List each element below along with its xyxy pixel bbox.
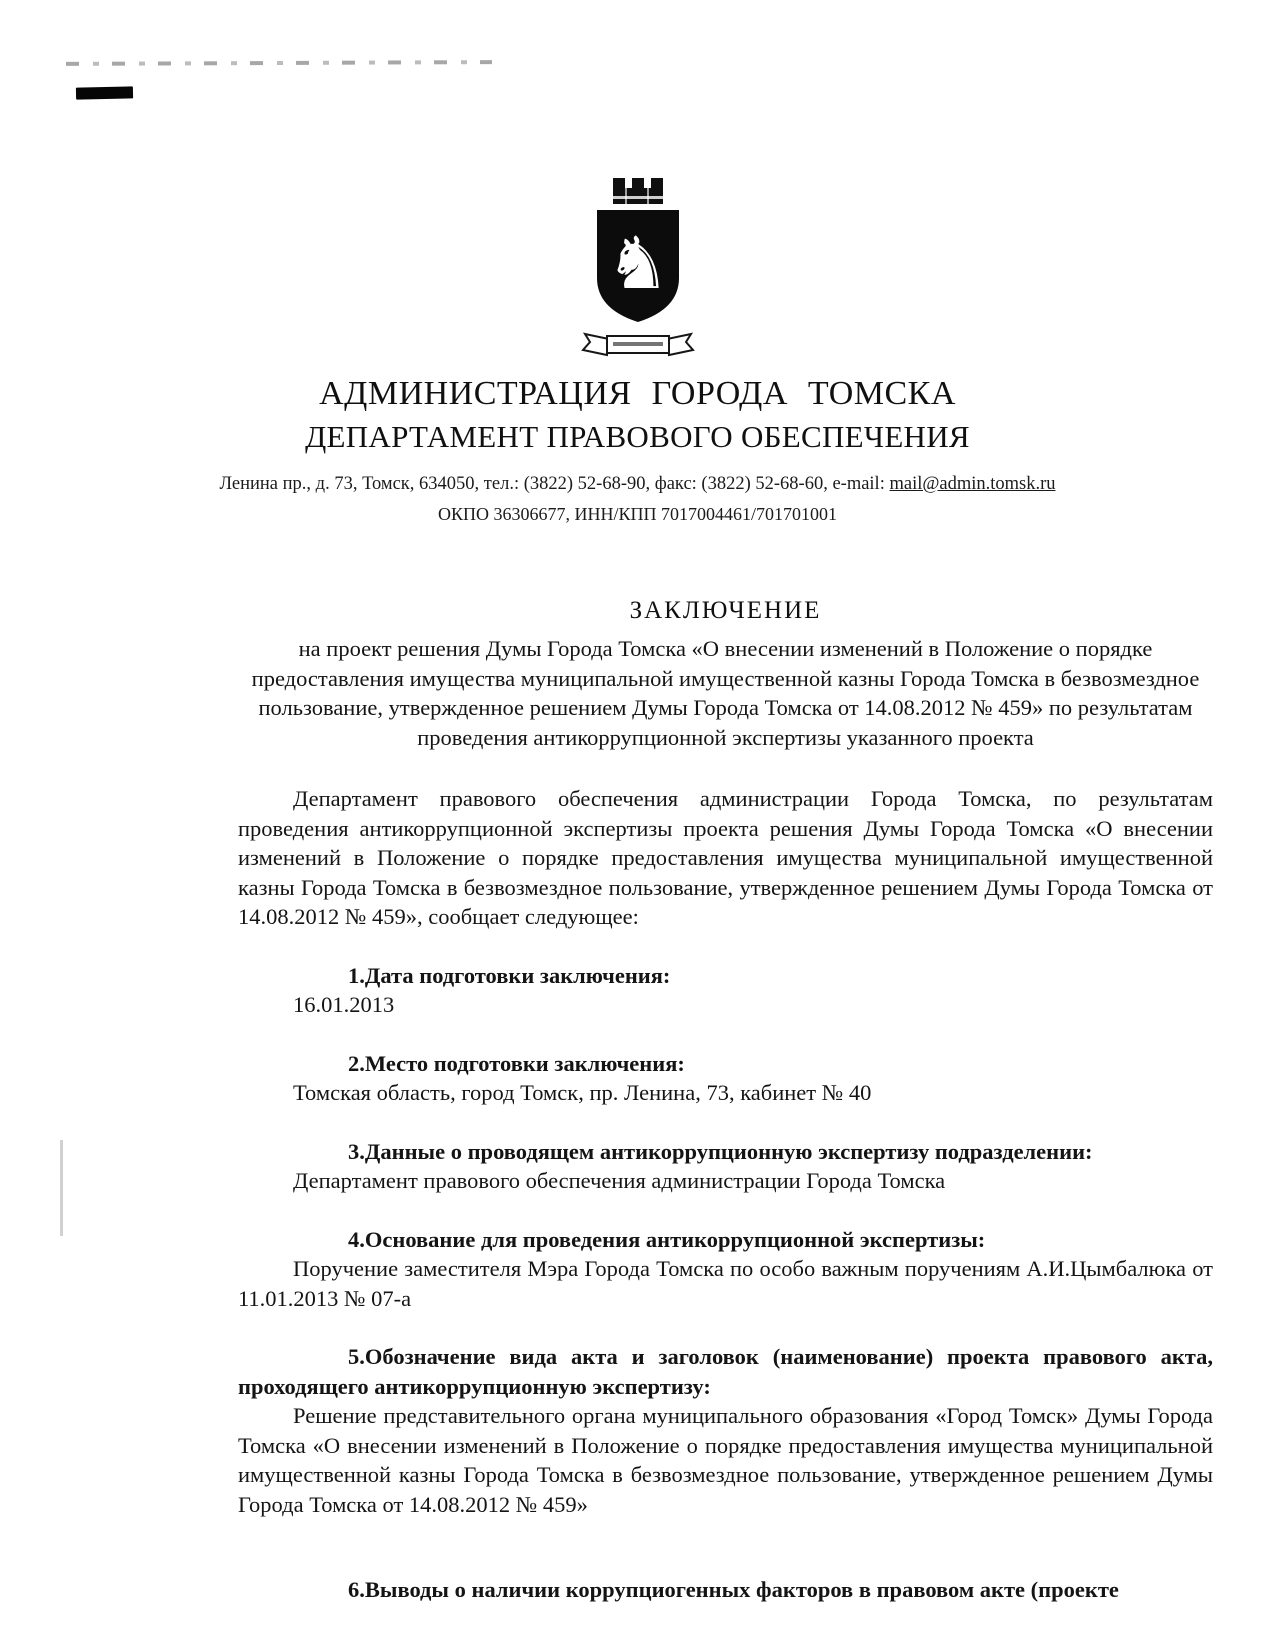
scan-artifact-dashed-line [66,60,492,66]
item-heading: Дата подготовки заключения: [364,962,671,988]
organization-name: АДМИНИСТРАЦИЯ ГОРОДА ТОМСКА [319,375,956,412]
item-number: 6. [348,1577,365,1602]
ribbon-icon [583,334,693,355]
document-item-2 [238,1049,1213,1108]
document-subtitle: на проект решения Думы Города Томска «О внесении изменений в Положение о порядке предоставления имущества муниципальной имущественной казны Города Томска в безвозмездное пользование, утвержденное решением Думы Города Томска от 14.08.2012 № 459» по результатам проведения антикоррупционной экспертизы указанного проекта [251,636,1200,750]
letterhead [0,176,1275,526]
department-name: ДЕПАРТАМЕНТ ПРАВОВОГО ОБЕСПЕЧЕНИЯ [305,419,970,454]
item-heading: Обозначение вида акта и заголовок (наименование) проекта правового акта, проходящего антикоррупционную экспертизу: [238,1344,1213,1399]
item-body: Решение представительного органа муниципального образования «Город Томск» Думы Города Томска «О внесении изменений в Положение о порядке предоставления имущества муниципальной имущественной казны Города Томска в безвозмездное пользование, утвержденное решением Думы Города Томска от 14.08.2012 № 459» [238,1403,1213,1517]
intro-paragraph: Департамент правового обеспечения администрации Города Томска, по результатам проведения антикоррупционной экспертизы проекта решения Думы Города Томска «О внесении изменений в Положение о порядке предоставления имущества муниципальной имущественной казны Города Томска в безвозмездное пользование, утвержденное решением Думы Города Томска от 14.08.2012 № 459», сообщает следующее: [238,786,1213,929]
tomsk-coat-of-arms-icon [579,176,697,364]
address-phone-text: Ленина пр., д. 73, Томск, 634050, тел.: (3822) 52-68-90, факс: (3822) 52-68-60, e-mail: [219,474,890,494]
item-body: Томская область, город Томск, пр. Ленина, 73, кабинет № 40 [293,1080,872,1105]
document-item-5 [238,1342,1213,1519]
scan-artifact-edge-streak [60,1140,63,1236]
item-number: 4. [348,1226,365,1252]
item-number: 5. [348,1344,365,1369]
item-heading: Место подготовки заключения: [364,1050,685,1076]
item-heading: Данные о проводящем антикоррупционную экспертизу подразделении: [364,1138,1093,1164]
crown-icon [611,178,665,204]
item-body: Департамент правового обеспечения администрации Города Томска [293,1168,946,1193]
contact-line [0,472,1275,496]
document-item-4 [238,1225,1213,1314]
item-number: 2. [348,1050,365,1076]
registration-codes: ОКПО 36306677, ИНН/КПП 7017004461/701701001 [437,504,837,524]
item-number: 1. [348,962,365,988]
horse-icon: ♞ [605,221,670,305]
document-item-3 [238,1137,1213,1196]
document-body [238,596,1213,1605]
item-heading: Выводы о наличии коррупциогенных факторов в правовом акте (проекте [364,1577,1119,1602]
item-number: 3. [348,1138,365,1164]
item-heading: Основание для проведения антикоррупционной экспертизы: [364,1226,986,1252]
email-text: mail@admin.tomsk.ru [889,474,1056,494]
scan-artifact-black-mark [76,86,133,99]
document-title: ЗАКЛЮЧЕНИЕ [629,597,822,624]
item-body: Поручение заместителя Мэра Города Томска по особо важным поручениям А.И.Цымбалюка от 11.01.2013 № 07-а [238,1256,1213,1311]
document-item-6 [238,1575,1213,1605]
item-body: 16.01.2013 [293,992,395,1017]
document-item-1 [238,961,1213,1020]
